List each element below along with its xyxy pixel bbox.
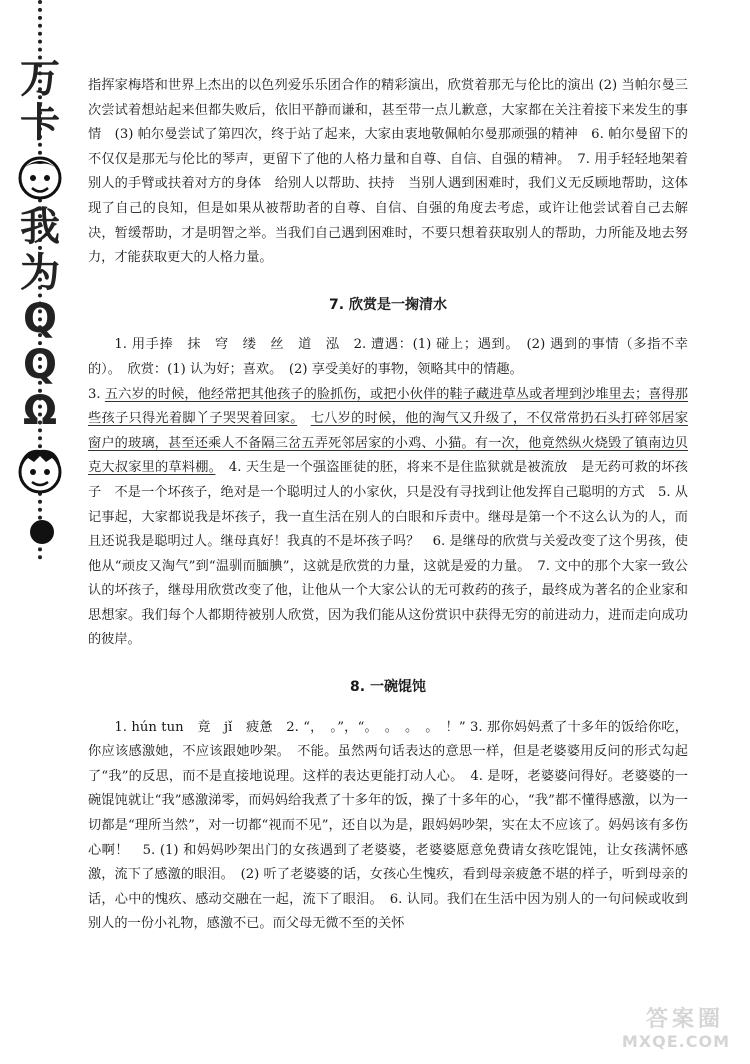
cartoon-boy-face-icon [12,442,68,498]
margin-stamp-char-6: Q [22,342,57,388]
margin-ball-icon [30,520,54,544]
margin-stamp-char-4: 为 [20,250,60,296]
section-7-rest: 4. 天生是一个强盗匪徒的胚，将来不是住监狱就是被流放 是无药可救的坏孩子 不是一个坏孩子，绝对是一个聪明过人的小家伙，只是没有寻找到让他发挥自己聪明的方式 5. 从记事起，大家都说我是坏孩子，我一直生活在别人的白眼和斥责中。继母是第一个不这么认为的人，而且还说我是聪明过人。继母真好！我真的不是坏孩子吗？ 6. 是继母的欣赏与关爱改变了这个男孩，使他从“顽皮又淘气”到“温驯而腼腆”，这就是欣赏的力量，这就是爱的力量。 7. 文中的那个大家一致公认的坏孩子，继母用欣赏改变了他，让他从一个大家公认的无可救药的孩子，最终成为著名的企业家和思想家。我们每个人都期待被别人欣赏，因为我们能从这份赏识中获得无穷的前进动力，进而走向成功的彼岸。 [88,460,688,648]
gap [297,411,311,426]
watermark-bottom-text: MXQE.COM [621,1032,730,1051]
section-7-paragraph-2 [88,383,688,654]
margin-stamp-char-2: 卡 [20,100,60,146]
watermark-logo [590,1000,740,1056]
watermark-top-text: 答案圈 [645,1007,724,1032]
margin-stamp-char-7: Ω [22,388,57,434]
cartoon-face-icon [12,148,68,204]
main-content [88,74,688,937]
section-8-title: 8. 一碗馄饨 [350,679,426,696]
section-8-paragraph-1: 1. hún tun 竟 jǐ 疲惫 2. “， 。”，“。 。 。 。 ！” 3. 那你妈妈煮了十多年的饭给你吃，你应该感激她，不应该跟她吵架。 不能。虽然两句话表达的意思一样，但是老婆婆用反问的形式勾起了“我”的反思，而不是直接地说理。这样的表达更能打动人心。 4. 是呀，老婆婆问得好。老婆婆的一碗馄饨就让“我”感激涕零，而妈妈给我煮了十多年的饭，操了十多年的心，“我”都不懂得感激，以为一切都是“理所当然”，对一切都“视而不见”，还自以为是，跟妈妈吵架，实在太不应该了。妈妈该有多伤心啊！ 5. (1) 和妈妈吵架出门的女孩遇到了老婆婆，老婆婆愿意免费请女孩吃馄饨，让女孩满怀感激，流下了感激的眼泪。 (2) 听了老婆婆的话，女孩心生愧疚，看到母亲疲惫不堪的样子，听到母亲的话，心中的愧疚、感动交融在一起，流下了眼泪。 6. 认同。我们在生活中因为别人的一句问候或收到别人的一份小礼物，感激不已。而父母无微不至的关怀 [88,719,688,932]
margin-stamp-char-5: Q [22,296,57,342]
section-7-item-3-label: 3. [88,386,105,402]
underlined-answer-2: 七八岁的时候，他的淘气又升级了，不仅常常扔石头打碎邻居家窗户的玻璃，甚至还乘人不备隔三岔五弄死邻居家的小鸡、小猫。有一次，他竟然纵火烧毁了镇南边贝克大叔家里的草料棚。 [88,411,689,476]
margin-stamp-char-1: 万 [20,56,60,102]
margin-stamp-char-3: 我 [20,204,60,250]
answer-paragraph-top: 指挥家梅塔和世界上杰出的以色列爱乐乐团合作的精彩演出，欣赏着那无与伦比的演出 (2) 当帕尔曼三次尝试着想站起来但都失败后，依旧平静而谦和，甚至带一点儿歉意，大家都在关注着接下来发生的事情 (3) 帕尔曼尝试了第四次，终于站了起来，大家由衷地敬佩帕尔曼那顽强的精神 6. 帕尔曼留下的不仅仅是那无与伦比的琴声，更留下了他的人格力量和自尊、自信、自强的精神。 7. 用手轻轻地架着别人的手臂或扶着对方的身体 给别人以帮助、扶持 当别人遇到困难时，我们义无反顾地帮助，这体现了自己的良知，但是如果从被帮助者的自尊、自信、自强的角度去考虑，或许让他尝试着自己去解决，暂缓帮助，才是明智之举。当我们自己遇到困难时，不要只想着获取别人的帮助，力所能及地去努力，才能获取更大的人格力量。 [88,78,688,266]
section-7-paragraph-1: 1. 用手捧 抹 穹 缕 丝 道 泓 2. 遭遇：(1) 碰上；遇到。 (2) 遇到的事情（多指不幸的）。 欣赏：(1) 认为好；喜欢。 (2) 享受美好的事物，领略其中的情趣。 [88,337,688,377]
section-7-title: 7. 欣赏是一掬清水 [329,296,447,313]
underlined-answer-1: 五六岁的时候，他经常把其他孩子的脸抓伤，或把小伙伴的鞋子藏进草丛或者埋到沙堆里去；喜得那些孩子只得光着脚丫子哭哭着回家。 [88,386,688,427]
